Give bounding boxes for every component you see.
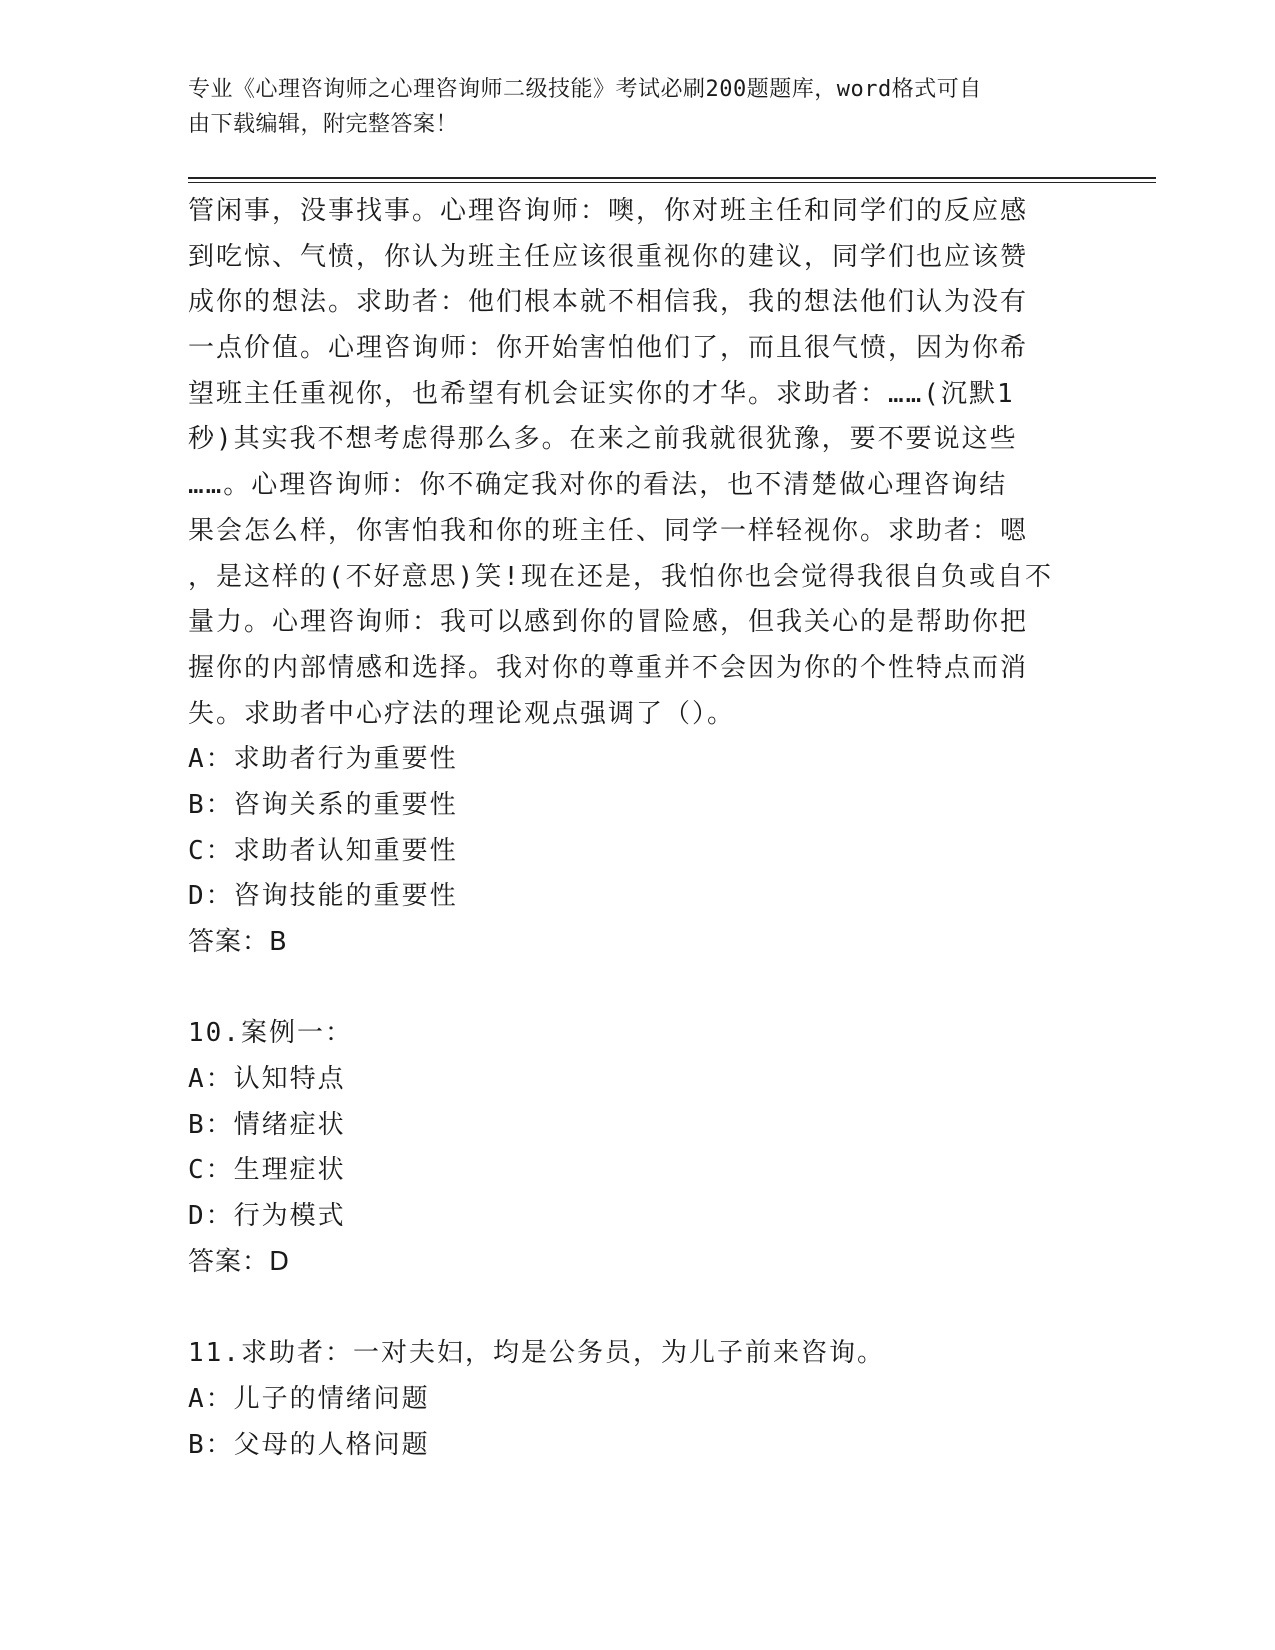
question-9-option-d: D：咨询技能的重要性 — [188, 881, 458, 912]
stem-line: 一点价值。心理咨询师：你开始害怕他们了，而且很气愤，因为你希 — [188, 333, 1029, 364]
header-rule-thin — [188, 182, 1156, 183]
header-line-1: 专业《心理咨询师之心理咨询师二级技能》考试必刷200题题库，word格式可自 — [188, 77, 982, 102]
question-10-answer: 答案：D — [188, 1246, 291, 1277]
question-9-option-c: C：求助者认知重要性 — [188, 835, 458, 866]
question-10-option-a: A：认知特点 — [188, 1064, 346, 1095]
document-header — [188, 72, 1068, 142]
question-9-option-a: A：求助者行为重要性 — [188, 744, 458, 775]
stem-line: 管闲事，没事找事。心理咨询师：噢，你对班主任和同学们的反应感 — [188, 196, 1029, 226]
question-10-option-b: B：情绪症状 — [188, 1109, 346, 1140]
question-11-option-a: A：儿子的情绪问题 — [188, 1383, 430, 1414]
spacer — [188, 1286, 1068, 1332]
question-9-answer: 答案：B — [188, 927, 288, 957]
question-10-stem: 10.案例一： — [188, 1018, 353, 1049]
document-body — [188, 189, 1068, 1468]
stem-line: 望班主任重视你，也希望有机会证实你的才华。求助者：……(沉默1 — [188, 378, 1015, 409]
question-9-option-b: B：咨询关系的重要性 — [188, 789, 458, 820]
stem-line: 失。求助者中心疗法的理论观点强调了（）。 — [188, 698, 736, 729]
question-10-option-c: C：生理症状 — [188, 1155, 346, 1186]
header-rule-thick — [188, 177, 1156, 179]
stem-line: 果会怎么样，你害怕我和你的班主任、同学一样轻视你。求助者：嗯 — [188, 515, 1029, 546]
question-11-stem: 11.求助者：一对夫妇，均是公务员，为儿子前来咨询。 — [188, 1338, 885, 1369]
question-9-stem — [188, 189, 1068, 737]
stem-line: 量力。心理咨询师：我可以感到你的冒险感，但我关心的是帮助你把 — [188, 607, 1029, 638]
stem-line: ，是这样的(不好意思)笑!现在还是，我怕你也会觉得我很自负或自不 — [188, 561, 1053, 592]
stem-line: 秒)其实我不想考虑得那么多。在来之前我就很犹豫，要不要说这些 — [188, 424, 1018, 455]
header-line-2: 由下载编辑，附完整答案！ — [188, 112, 459, 137]
stem-line: 成你的想法。求助者：他们根本就不相信我，我的想法他们认为没有 — [188, 287, 1029, 318]
question-11-option-b: B：父母的人格问题 — [188, 1429, 430, 1460]
question-10-option-d: D：行为模式 — [188, 1201, 346, 1232]
stem-line: ……。心理咨询师：你不确定我对你的看法，也不清楚做心理咨询结 — [188, 470, 1008, 501]
stem-line: 握你的内部情感和选择。我对你的尊重并不会因为你的个性特点而消 — [188, 652, 1029, 683]
spacer — [188, 966, 1068, 1012]
stem-line: 到吃惊、气愤，你认为班主任应该很重视你的建议，同学们也应该赞 — [188, 241, 1029, 272]
